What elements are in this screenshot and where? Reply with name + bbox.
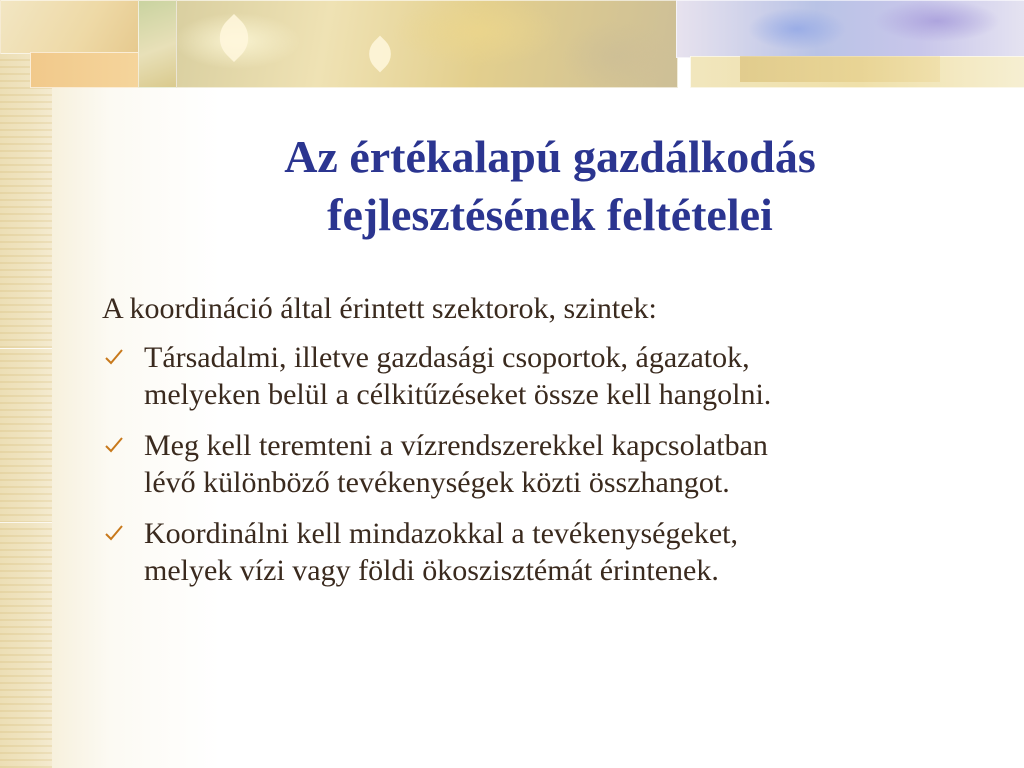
slide-body	[102, 290, 1002, 603]
bullet-item	[102, 339, 1002, 413]
banner-tile	[138, 0, 180, 88]
checkmark-icon	[104, 523, 124, 543]
banner-tile	[30, 52, 144, 88]
title-line: Az értékalapú gazdálkodás	[284, 131, 816, 182]
leaf-decoration	[210, 14, 258, 62]
checkmark-icon	[104, 435, 124, 455]
slide-title	[100, 128, 1000, 244]
intro-text: A koordináció által érintett szektorok, szintek:	[102, 292, 657, 325]
banner-tile	[676, 0, 1024, 58]
banner-tile	[740, 56, 940, 82]
bullet-text-line: lévő különböző tevékenységek közti összhangot.	[144, 466, 730, 499]
strip-seam	[0, 522, 52, 523]
banner-tile	[0, 0, 142, 54]
bullet-item	[102, 427, 1002, 501]
leaf-decoration	[362, 36, 399, 73]
bullet-text-line: Meg kell teremteni a vízrendszerekkel kapcsolatban	[144, 429, 768, 462]
checkmark-icon	[104, 347, 124, 367]
bullet-text-line: melyek vízi vagy földi ökoszisztémát érintenek.	[144, 554, 719, 587]
bullet-text-line: Koordinálni kell mindazokkal a tevékenységeket,	[144, 517, 738, 550]
strip-seam	[0, 348, 52, 349]
bullet-text-line: Társadalmi, illetve gazdasági csoportok, ágazatok,	[144, 341, 750, 374]
bullet-item	[102, 515, 1002, 589]
banner-tile	[176, 0, 678, 88]
bullet-text-line: melyeken belül a célkitűzéseket össze kell hangolni.	[144, 378, 772, 411]
title-line: fejlesztésének feltételei	[327, 189, 773, 240]
top-decorative-banner	[0, 0, 1024, 90]
left-decorative-strip	[0, 0, 52, 768]
